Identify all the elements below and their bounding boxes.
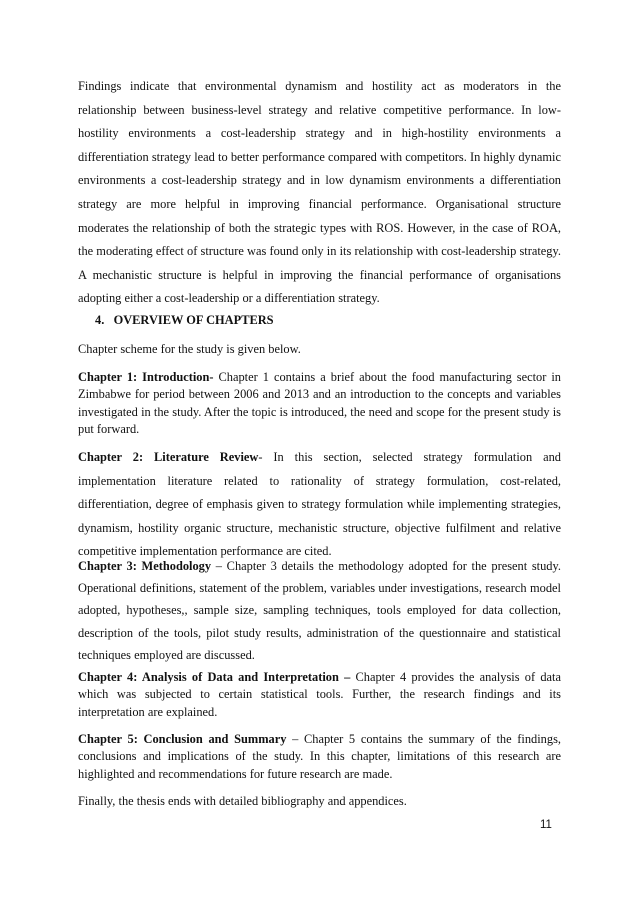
chapter-3-text: – Chapter 3 details the methodology adopted for the present study. Operational definitions, statement of the problem, variables under investigations, research model adopted, hypotheses,, sample size, sampling techniques, tools employed for data collection, description of the tools, pilot study results, administration of the questionnaire and statistical techniques employed are discussed.	[78, 559, 561, 662]
chapter-2-paragraph	[78, 446, 561, 564]
page-number: 11	[540, 819, 552, 831]
chapter-3-paragraph	[78, 555, 561, 666]
chapter-4-text: Chapter 4 provides the analysis of data which was subjected to certain statistical tools. Further, the research findings and its interpretation are explained.	[78, 670, 561, 719]
chapter-2-text: - In this section, selected strategy formulation and implementation literature related to rationality of strategy formulation, cost-related, differentiation, degree of emphasis given to strategy formulation while implementing strategies, dynamism, hostility organic structure, mechanistic structure, objective fulfilment and relative competitive implementation performance are cited.	[78, 450, 562, 559]
chapter-4-title: Chapter 4: Analysis of Data and Interpretation –	[78, 670, 351, 684]
chapter-1-title: Chapter 1: Introduction-	[78, 370, 214, 384]
chapter-5-title: Chapter 5: Conclusion and Summary	[78, 732, 287, 746]
chapter-1-text: Chapter 1 contains a brief about the food manufacturing sector in Zimbabwe for period between 2006 and 2013 and an introduction to the concepts and variables investigated in the study. After the topic is introduced, the need and scope for the present study is put forward.	[78, 370, 561, 437]
intro-line: Chapter scheme for the study is given below.	[78, 342, 301, 356]
section-heading: 4. OVERVIEW OF CHAPTERS	[95, 313, 274, 327]
findings-paragraph: Findings indicate that environmental dynamism and hostility act as moderators in the relationship between business-level strategy and relative competitive performance. In low-hostility environments a cost-leadership strategy and in high-hostility environments a differentiation strategy lead to better performance compared with competitors. In highly dynamic environments a cost-leadership strategy and in low dynamism environments a differentiation strategy are more helpful in improving financial performance. Organisational structure moderates the relationship of both the strategic types with ROS. However, in the case of ROA, the moderating effect of structure was found only in its relationship with cost-leadership strategy. A mechanistic structure is helpful in improving the financial performance of organisations adopting either a cost-leadership or a differentiation strategy.	[78, 79, 561, 306]
chapter-5-text: – Chapter 5 contains the summary of the findings, conclusions and implications of the study. In this chapter, limitations of this research are highlighted and recommendations for future research are made.	[78, 732, 561, 781]
chapter-2-title: Chapter 2: Literature Review	[78, 450, 259, 464]
chapter-1-paragraph	[78, 369, 561, 439]
chapter-5-paragraph	[78, 731, 561, 783]
closing-line: Finally, the thesis ends with detailed bibliography and appendices.	[78, 794, 407, 808]
chapter-4-paragraph	[78, 669, 561, 721]
chapter-3-title: Chapter 3: Methodology	[78, 559, 212, 573]
